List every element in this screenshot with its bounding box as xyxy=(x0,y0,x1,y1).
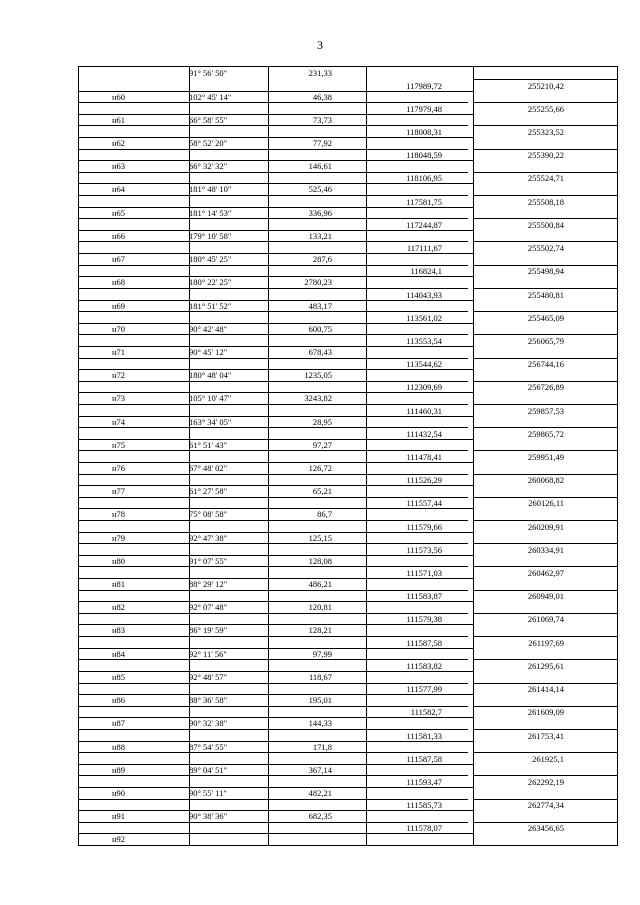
x-coordinate-cell: 118106,95 xyxy=(406,173,442,183)
row-divider xyxy=(473,543,617,544)
point-label: н80 xyxy=(112,556,126,566)
distance-cell: 97,27 xyxy=(312,440,332,450)
row-divider xyxy=(79,288,468,289)
row-divider xyxy=(366,787,473,788)
row-divider xyxy=(79,334,468,335)
row-divider xyxy=(473,450,617,451)
row-divider xyxy=(79,125,468,126)
row-divider xyxy=(79,253,189,254)
row-divider xyxy=(366,601,473,602)
angle-cell: 180° 45' 25" xyxy=(189,254,232,264)
angle-cell: 67° 48' 02" xyxy=(189,463,228,473)
row-divider xyxy=(366,717,473,718)
x-coordinate-cell: 111478,41 xyxy=(406,452,442,462)
angle-cell: 92° 11' 56" xyxy=(189,649,227,659)
row-divider xyxy=(366,624,473,625)
angle-cell: 180° 22' 25" xyxy=(189,277,232,287)
x-coordinate-cell: 111577,99 xyxy=(406,684,442,694)
y-coordinate-cell: 260334,91 xyxy=(527,545,564,555)
angle-cell: 105° 10' 47" xyxy=(189,393,232,403)
angle-cell: 61° 51' 43" xyxy=(189,440,228,450)
y-coordinate-cell: 262774,34 xyxy=(527,800,564,810)
row-divider xyxy=(366,485,473,486)
point-label: н73 xyxy=(112,393,126,403)
point-label: н88 xyxy=(112,742,126,752)
row-divider xyxy=(79,566,468,567)
y-coordinate-cell: 255465,09 xyxy=(527,313,564,323)
distance-cell: 195,01 xyxy=(308,695,332,705)
row-divider xyxy=(366,810,473,811)
distance-cell: 3243,82 xyxy=(304,393,332,403)
angle-cell: 90° 38' 36" xyxy=(189,811,228,821)
point-label: н79 xyxy=(112,533,126,543)
x-coordinate-cell: 113561,02 xyxy=(406,313,442,323)
row-divider xyxy=(473,636,617,637)
distance-cell: 367,14 xyxy=(308,765,332,775)
x-coordinate-cell: 111460,31 xyxy=(406,406,442,416)
angle-cell: 91° 56' 50" xyxy=(189,68,228,78)
y-coordinate-cell: 261069,74 xyxy=(527,614,564,624)
y-coordinate-cell: 260126,11 xyxy=(528,498,564,508)
x-coordinate-cell: 111578,07 xyxy=(406,823,442,833)
y-coordinate-cell: 255500,84 xyxy=(527,220,564,230)
x-coordinate-cell: 111593,47 xyxy=(406,777,442,787)
row-divider xyxy=(79,833,189,834)
y-coordinate-cell: 260209,91 xyxy=(527,522,564,532)
point-label: н90 xyxy=(112,788,126,798)
angle-cell: 90° 55' 11" xyxy=(189,788,227,798)
row-divider xyxy=(366,439,473,440)
angle-cell: 75° 08' 58" xyxy=(189,509,228,519)
x-coordinate-cell: 117989,72 xyxy=(406,81,442,91)
point-label: н70 xyxy=(112,324,126,334)
point-label: н86 xyxy=(112,695,126,705)
row-divider xyxy=(366,114,473,115)
distance-cell: 65,21 xyxy=(312,486,332,496)
x-coordinate-cell: 117244,87 xyxy=(406,220,442,230)
x-coordinate-cell: 111585,73 xyxy=(406,800,442,810)
row-divider xyxy=(79,508,189,509)
y-coordinate-cell: 260068,82 xyxy=(527,475,564,485)
angle-cell: 89° 04' 51" xyxy=(189,765,228,775)
row-divider xyxy=(79,543,468,544)
distance-cell: 486,21 xyxy=(308,579,332,589)
y-coordinate-cell: 256065,79 xyxy=(527,336,564,346)
angle-cell: 179° 10' 58" xyxy=(189,231,232,241)
point-label: н65 xyxy=(112,208,126,218)
row-divider xyxy=(79,300,189,301)
row-divider xyxy=(473,566,617,567)
angle-cell: 90° 45' 12" xyxy=(189,347,228,357)
y-coordinate-cell: 261295,61 xyxy=(527,661,564,671)
row-divider xyxy=(473,729,617,730)
point-label: н89 xyxy=(112,765,126,775)
x-coordinate-cell: 111557,44 xyxy=(406,498,442,508)
row-divider xyxy=(79,439,189,440)
row-divider xyxy=(79,195,468,196)
y-coordinate-cell: 256726,89 xyxy=(527,382,564,392)
angle-cell: 91° 07' 55" xyxy=(189,556,228,566)
point-label: н87 xyxy=(112,718,126,728)
row-divider xyxy=(79,276,189,277)
row-divider xyxy=(79,241,468,242)
row-divider xyxy=(366,416,473,417)
point-label: н82 xyxy=(112,602,126,612)
x-coordinate-cell: 114043,93 xyxy=(406,290,442,300)
row-divider xyxy=(473,520,617,521)
x-coordinate-cell: 117979,48 xyxy=(406,104,442,114)
point-label: н60 xyxy=(112,92,126,102)
row-divider xyxy=(79,207,189,208)
row-divider xyxy=(366,764,473,765)
point-label: н63 xyxy=(112,161,126,171)
distance-cell: 678,43 xyxy=(308,347,332,357)
y-coordinate-cell: 255480,81 xyxy=(527,290,564,300)
row-divider xyxy=(366,694,473,695)
row-divider xyxy=(79,787,189,788)
point-label: н78 xyxy=(112,509,126,519)
row-divider xyxy=(366,160,473,161)
point-label: н61 xyxy=(112,115,126,125)
distance-cell: 120,81 xyxy=(308,602,332,612)
row-divider xyxy=(366,207,473,208)
row-divider xyxy=(79,114,189,115)
y-coordinate-cell: 261197,69 xyxy=(528,638,564,648)
y-coordinate-cell: 255524,71 xyxy=(527,173,564,183)
y-coordinate-cell: 261609,09 xyxy=(527,707,564,717)
x-coordinate-cell: 111587,58 xyxy=(406,754,442,764)
distance-cell: 682,35 xyxy=(308,811,332,821)
point-label: н62 xyxy=(112,138,126,148)
x-coordinate-cell: 111583,82 xyxy=(406,661,442,671)
angle-cell: 181° 48' 10" xyxy=(189,184,232,194)
angle-cell: 90° 32' 38" xyxy=(189,718,228,728)
distance-cell: 231,33 xyxy=(308,68,332,78)
y-coordinate-cell: 262292,19 xyxy=(527,777,564,787)
angle-cell: 181° 51' 52" xyxy=(189,301,232,311)
y-coordinate-cell: 263456,65 xyxy=(527,823,564,833)
row-divider xyxy=(79,717,189,718)
row-divider xyxy=(79,427,468,428)
y-coordinate-cell: 261414,14 xyxy=(527,684,564,694)
row-divider xyxy=(366,183,473,184)
y-coordinate-cell: 255210,42 xyxy=(527,81,564,91)
page-number: 3 xyxy=(317,38,323,52)
row-divider xyxy=(366,555,473,556)
point-label: н91 xyxy=(112,811,126,821)
distance-cell: 77,92 xyxy=(312,138,332,148)
point-label: н92 xyxy=(112,834,126,844)
row-divider xyxy=(473,334,617,335)
angle-cell: 66° 32' 32" xyxy=(189,161,228,171)
distance-cell: 600,75 xyxy=(308,324,332,334)
row-divider xyxy=(79,775,468,776)
row-divider xyxy=(189,833,366,834)
row-divider xyxy=(79,183,189,184)
point-label: н83 xyxy=(112,625,126,635)
row-divider xyxy=(366,253,473,254)
row-divider xyxy=(79,532,189,533)
row-divider xyxy=(79,671,189,672)
distance-cell: 2780,23 xyxy=(304,277,332,287)
row-divider xyxy=(366,741,473,742)
angle-cell: 180° 48' 04" xyxy=(189,370,232,380)
point-label: н74 xyxy=(112,417,126,427)
row-divider xyxy=(79,311,468,312)
x-coordinate-cell: 117111,67 xyxy=(406,243,442,253)
row-divider xyxy=(79,624,189,625)
row-divider xyxy=(473,288,617,289)
row-divider xyxy=(79,416,189,417)
point-label: н67 xyxy=(112,254,126,264)
point-label: н68 xyxy=(112,277,126,287)
row-divider xyxy=(473,241,617,242)
distance-cell: 28,95 xyxy=(312,417,332,427)
row-divider xyxy=(79,659,468,660)
angle-cell: 87° 54' 55" xyxy=(189,742,228,752)
y-coordinate-cell: 260462,97 xyxy=(527,568,564,578)
x-coordinate-cell: 112309,69 xyxy=(406,382,442,392)
x-coordinate-cell: 111571,03 xyxy=(406,568,442,578)
row-divider xyxy=(79,578,189,579)
row-divider xyxy=(366,323,473,324)
row-divider xyxy=(366,462,473,463)
point-label: н66 xyxy=(112,231,126,241)
row-divider xyxy=(473,102,617,103)
row-divider xyxy=(366,346,473,347)
row-divider xyxy=(366,230,473,231)
distance-cell: 86,7 xyxy=(317,509,332,519)
row-divider xyxy=(79,601,189,602)
row-divider xyxy=(473,311,617,312)
x-coordinate-cell: 118048,59 xyxy=(406,150,442,160)
y-coordinate-cell: 255390,22 xyxy=(527,150,564,160)
y-coordinate-cell: 260949,01 xyxy=(527,591,564,601)
row-divider xyxy=(79,404,468,405)
row-divider xyxy=(79,636,468,637)
x-coordinate-cell: 111582,7 xyxy=(410,707,442,717)
row-divider xyxy=(366,508,473,509)
point-label: н81 xyxy=(112,579,126,589)
point-label: н71 xyxy=(112,347,126,357)
row-divider xyxy=(366,648,473,649)
row-divider xyxy=(473,752,617,753)
coordinates-table xyxy=(78,66,618,846)
x-coordinate-cell: 111579,66 xyxy=(406,522,442,532)
row-divider xyxy=(366,671,473,672)
angle-cell: 58° 52' 20" xyxy=(189,138,228,148)
row-divider xyxy=(79,102,468,103)
x-coordinate-cell: 111432,54 xyxy=(406,429,442,439)
distance-cell: 97,99 xyxy=(312,649,332,659)
row-divider xyxy=(473,427,617,428)
x-coordinate-cell: 111526,29 xyxy=(406,475,442,485)
distance-cell: 146,61 xyxy=(308,161,332,171)
distance-cell: 118,67 xyxy=(308,672,332,682)
point-label: н77 xyxy=(112,486,126,496)
y-coordinate-cell: 255255,66 xyxy=(527,104,564,114)
row-divider xyxy=(79,462,189,463)
row-divider xyxy=(79,218,468,219)
row-divider xyxy=(79,555,189,556)
x-coordinate-cell: 118008,31 xyxy=(406,127,442,137)
angle-cell: 102° 45' 14" xyxy=(189,92,232,102)
row-divider xyxy=(473,79,617,80)
y-coordinate-cell: 256744,16 xyxy=(527,359,564,369)
point-label: н72 xyxy=(112,370,126,380)
x-coordinate-cell: 113544,62 xyxy=(406,359,442,369)
point-label: н85 xyxy=(112,672,126,682)
row-divider xyxy=(366,276,473,277)
row-divider xyxy=(79,230,189,231)
distance-cell: 128,08 xyxy=(308,556,332,566)
angle-cell: 92° 47' 38" xyxy=(189,533,228,543)
row-divider xyxy=(79,520,468,521)
row-divider xyxy=(79,392,189,393)
row-divider xyxy=(79,648,189,649)
distance-cell: 525,46 xyxy=(308,184,332,194)
row-divider xyxy=(473,125,617,126)
x-coordinate-cell: 111581,33 xyxy=(406,731,442,741)
x-coordinate-cell: 111579,38 xyxy=(406,614,442,624)
row-divider xyxy=(79,764,189,765)
distance-cell: 482,21 xyxy=(308,788,332,798)
row-divider xyxy=(366,578,473,579)
x-coordinate-cell: 111573,56 xyxy=(406,545,442,555)
row-divider xyxy=(79,485,189,486)
distance-cell: 483,17 xyxy=(308,301,332,311)
row-divider xyxy=(366,833,473,834)
row-divider xyxy=(79,369,189,370)
row-divider xyxy=(79,741,189,742)
row-divider xyxy=(79,752,468,753)
distance-cell: 126,72 xyxy=(308,463,332,473)
angle-cell: 88° 29' 12" xyxy=(189,579,228,589)
row-divider xyxy=(366,369,473,370)
row-divider xyxy=(79,346,189,347)
angle-cell: 88° 36' 58" xyxy=(189,695,228,705)
angle-cell: 66° 58' 55" xyxy=(189,115,228,125)
point-label: н76 xyxy=(112,463,126,473)
y-coordinate-cell: 255498,94 xyxy=(527,266,564,276)
row-divider xyxy=(366,91,473,92)
angle-cell: 92° 07' 48" xyxy=(189,602,228,612)
distance-cell: 287,6 xyxy=(312,254,332,264)
row-divider xyxy=(79,694,189,695)
point-label: н84 xyxy=(112,649,126,659)
row-divider xyxy=(473,659,617,660)
distance-cell: 125,15 xyxy=(308,533,332,543)
angle-cell: 92° 48' 57" xyxy=(189,672,228,682)
x-coordinate-cell: 111583,87 xyxy=(406,591,442,601)
point-label: н69 xyxy=(112,301,126,311)
row-divider xyxy=(79,91,189,92)
row-divider xyxy=(473,195,617,196)
x-coordinate-cell: 111587,58 xyxy=(406,638,442,648)
row-divider xyxy=(473,775,617,776)
y-coordinate-cell: 261925,1 xyxy=(532,754,564,764)
row-divider xyxy=(79,160,189,161)
distance-cell: 171,8 xyxy=(312,742,332,752)
row-divider xyxy=(79,450,468,451)
x-coordinate-cell: 113553,54 xyxy=(406,336,442,346)
distance-cell: 336,96 xyxy=(308,208,332,218)
y-coordinate-cell: 261753,41 xyxy=(527,731,564,741)
angle-cell: 61° 27' 58" xyxy=(189,486,228,496)
row-divider xyxy=(366,300,473,301)
angle-cell: 86° 19' 59" xyxy=(189,625,228,635)
row-divider xyxy=(366,532,473,533)
angle-cell: 90° 42' 48" xyxy=(189,324,228,334)
row-divider xyxy=(79,729,468,730)
y-coordinate-cell: 255502,74 xyxy=(527,243,564,253)
angle-cell: 181° 14' 53" xyxy=(189,208,232,218)
y-coordinate-cell: 259951,49 xyxy=(527,452,564,462)
y-coordinate-cell: 255323,52 xyxy=(527,127,564,137)
distance-cell: 1235,05 xyxy=(304,370,332,380)
distance-cell: 144,33 xyxy=(308,718,332,728)
row-divider xyxy=(473,218,617,219)
distance-cell: 133,21 xyxy=(308,231,332,241)
row-divider xyxy=(366,392,473,393)
x-coordinate-cell: 117581,75 xyxy=(406,197,442,207)
distance-cell: 46,38 xyxy=(312,92,332,102)
x-coordinate-cell: 116824,1 xyxy=(410,266,442,276)
distance-cell: 73,73 xyxy=(312,115,332,125)
row-divider xyxy=(366,137,473,138)
y-coordinate-cell: 259857,53 xyxy=(527,406,564,416)
y-coordinate-cell: 255508,18 xyxy=(527,197,564,207)
row-divider xyxy=(79,810,189,811)
y-coordinate-cell: 259865,72 xyxy=(527,429,564,439)
row-divider xyxy=(473,404,617,405)
point-label: н75 xyxy=(112,440,126,450)
row-divider xyxy=(79,323,189,324)
distance-cell: 128,21 xyxy=(308,625,332,635)
point-label: н64 xyxy=(112,184,126,194)
row-divider xyxy=(79,137,189,138)
angle-cell: 163° 34' 05" xyxy=(189,417,232,427)
